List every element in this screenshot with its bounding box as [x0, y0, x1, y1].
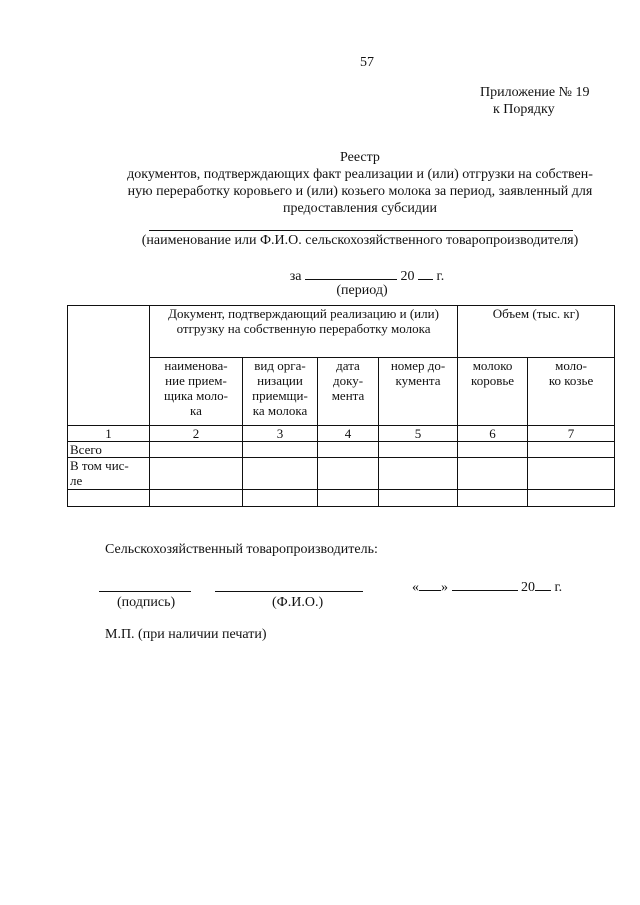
annex-number: Приложение № 19: [480, 85, 590, 100]
date-quote-open: «: [412, 580, 419, 595]
period-blank: [305, 267, 397, 280]
table-cell[interactable]: [379, 458, 458, 490]
table-row-empty: [68, 490, 615, 507]
column-number-row: [68, 426, 615, 442]
table-cell[interactable]: [318, 442, 379, 458]
header-organization-type: вид орга- низации приемщи- ка молока: [243, 358, 318, 426]
column-number: 4: [318, 426, 379, 442]
registry-table: [67, 305, 615, 507]
full-name-line: [215, 591, 363, 592]
header-goat-milk: моло- ко козье: [528, 358, 615, 426]
header-cow-milk: молоко коровье: [458, 358, 528, 426]
date-year-suffix: г.: [554, 580, 563, 595]
table-cell[interactable]: [379, 442, 458, 458]
table-cell[interactable]: [68, 490, 150, 507]
table-cell[interactable]: [528, 442, 615, 458]
table-cell[interactable]: [318, 458, 379, 490]
table-cell[interactable]: [243, 490, 318, 507]
producer-label: Сельскохозяйственный товаропроизводитель:: [105, 542, 378, 557]
date-quote-close: »: [441, 580, 448, 595]
producer-name-line: [149, 230, 573, 231]
stamp-note: М.П. (при наличии печати): [105, 627, 267, 642]
header-volume-group: Объем (тыс. кг): [458, 306, 615, 358]
year-blank: [535, 578, 551, 591]
table-cell[interactable]: [318, 490, 379, 507]
title-line-3: предоставления субсидии: [282, 201, 438, 216]
table-cell[interactable]: [243, 442, 318, 458]
table-cell[interactable]: [150, 458, 243, 490]
header-document-number: номер до- кумента: [379, 358, 458, 426]
header-empty-cell: [68, 306, 150, 426]
column-number: 3: [243, 426, 318, 442]
table-row-total: [68, 442, 615, 458]
header-row-columns: [68, 358, 615, 426]
table-cell[interactable]: [528, 458, 615, 490]
header-buyer-name: наименова- ние прием- щика моло- ка: [150, 358, 243, 426]
title-line-1: документов, подтверждающих факт реализации и (или) отгрузки на собствен-: [127, 167, 593, 182]
column-number: 6: [458, 426, 528, 442]
column-number: 5: [379, 426, 458, 442]
period-prefix: за: [289, 269, 302, 284]
header-document-group: Документ, подтверждающий реализацию и (или) отгрузку на собственную переработку молока: [150, 306, 458, 358]
producer-caption: (наименование или Ф.И.О. сельскохозяйственного товаропроизводителя): [141, 233, 579, 248]
table-cell[interactable]: [243, 458, 318, 490]
full-name-caption: (Ф.И.О.): [272, 595, 324, 610]
table-cell[interactable]: [379, 490, 458, 507]
annex-reference: [480, 84, 590, 118]
period-caption: (период): [336, 283, 388, 298]
document-title: [60, 149, 640, 217]
signature-caption: (подпись): [117, 595, 176, 610]
period-suffix: г.: [436, 269, 445, 284]
table-cell[interactable]: [458, 442, 528, 458]
header-document-date: дата доку- мента: [318, 358, 379, 426]
table-cell[interactable]: [458, 490, 528, 507]
date-line: [412, 578, 562, 596]
day-blank: [419, 578, 441, 591]
signature-line: [99, 591, 191, 592]
column-number: 1: [68, 426, 150, 442]
table-cell[interactable]: [528, 490, 615, 507]
column-number: 7: [528, 426, 615, 442]
annex-procedure: к Порядку: [493, 102, 555, 117]
period-year: 20: [400, 269, 415, 284]
title-heading: Реестр: [340, 150, 380, 165]
month-blank: [452, 578, 518, 591]
header-row-groups: [68, 306, 615, 358]
page-number: 57: [360, 55, 374, 70]
table-row-including: [68, 458, 615, 490]
table-cell[interactable]: [150, 442, 243, 458]
title-line-2: ную переработку коровьего и (или) козьего молока за период, заявленный для: [127, 184, 593, 199]
row-label-including: В том чис- ле: [68, 458, 150, 490]
year-blank: [418, 267, 433, 280]
row-label-total: Всего: [68, 442, 150, 458]
date-year: 20: [521, 580, 535, 595]
table-cell[interactable]: [150, 490, 243, 507]
table-cell[interactable]: [458, 458, 528, 490]
column-number: 2: [150, 426, 243, 442]
